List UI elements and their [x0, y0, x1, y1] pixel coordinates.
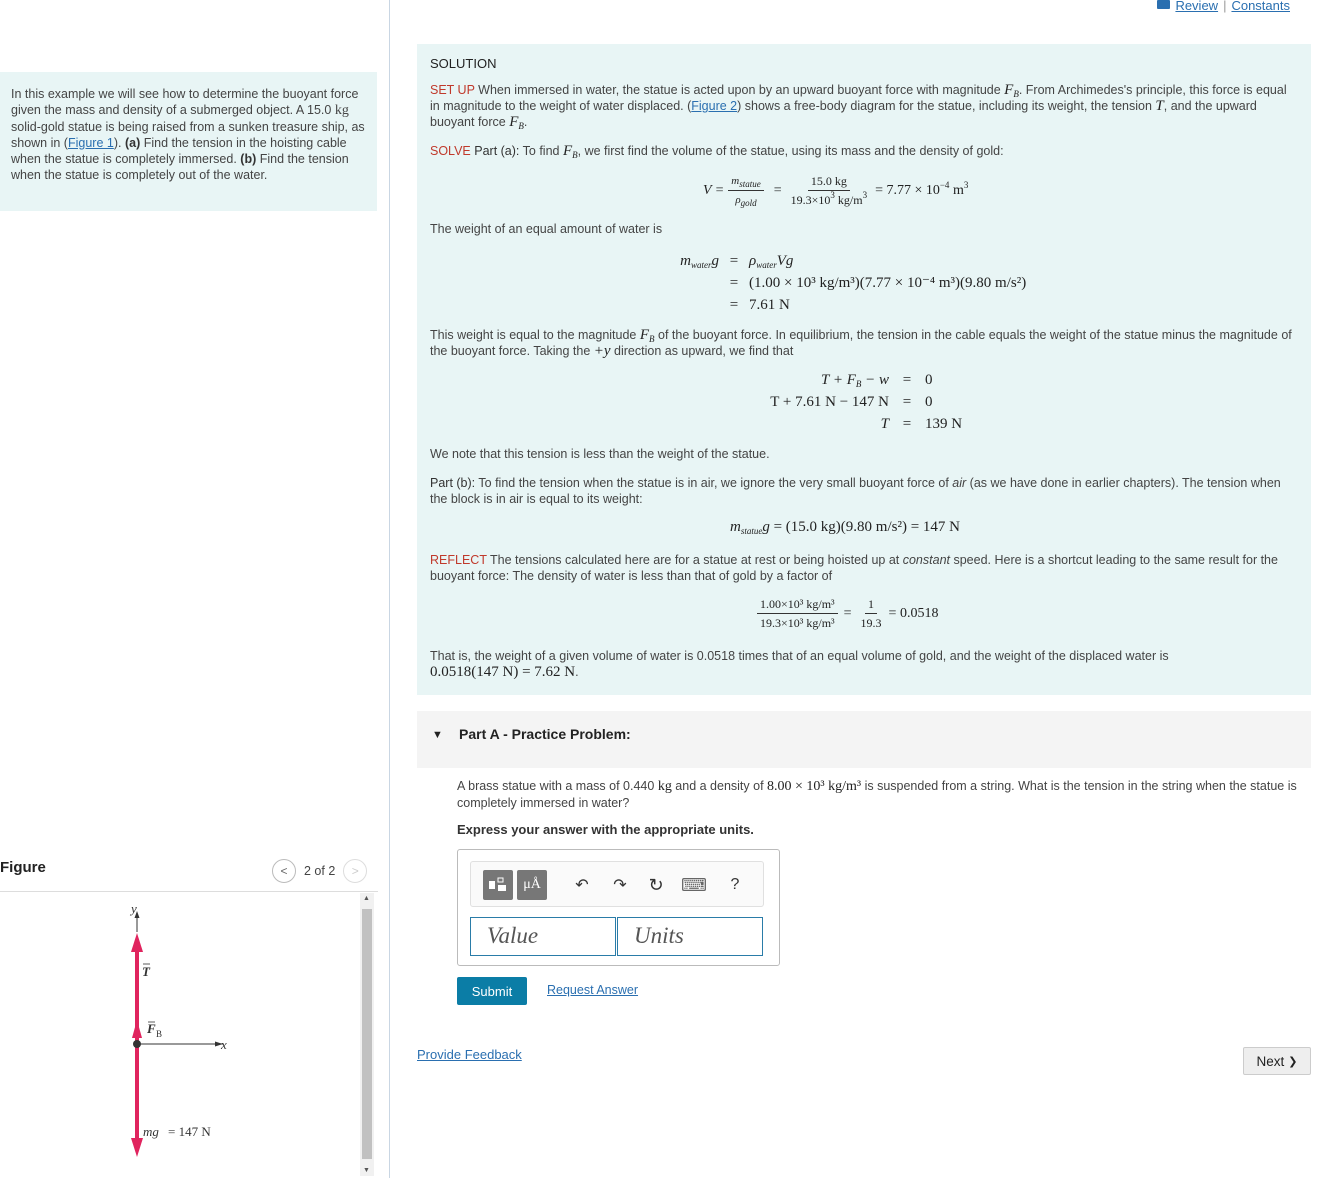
setup-paragraph	[430, 82, 1297, 130]
book-icon	[1157, 0, 1170, 9]
help-icon[interactable]: ?	[730, 876, 740, 893]
solution-heading: SOLUTION	[430, 56, 497, 71]
submit-button[interactable]: Submit	[457, 977, 527, 1005]
provide-feedback-link[interactable]: Provide Feedback	[417, 1047, 522, 1062]
eq-sup: 3	[862, 190, 868, 200]
part-b-text: (as we have done in earlier chapters). The tension when the block is in air is equal to its weight:	[430, 476, 1281, 506]
part-b-air: air	[952, 476, 967, 490]
answer-instructions: Express your answer with the appropriate units.	[457, 822, 754, 837]
review-link[interactable]: Review	[1175, 0, 1219, 13]
eq-rhs: 0	[925, 372, 933, 388]
eq-rhs-text: = 7.77 × 10	[875, 182, 940, 198]
eq-equals: =	[729, 275, 739, 291]
setup-text: , and the upward buoyant force	[430, 99, 1257, 129]
eq-equals: =	[729, 253, 739, 269]
eq-equals: =	[902, 394, 912, 410]
answer-toolbar	[470, 861, 764, 907]
eq-lhs: $T + F_B - w$	[821, 372, 889, 389]
part-b-label: Part (b):	[430, 476, 476, 490]
eq-equals: =	[902, 372, 912, 388]
fb-symbol: $F_B$	[639, 327, 655, 344]
eq-equals: =	[902, 416, 912, 432]
eq-rhs: (1.00 × 10³ kg/m³)(7.77 × 10⁻⁴ m³)(9.80 m/s²)	[749, 275, 1027, 291]
reflect-label: REFLECT	[430, 553, 487, 567]
eq-fraction	[788, 173, 870, 208]
solve-label: SOLVE	[430, 144, 471, 158]
eq-sup: 3	[963, 179, 969, 190]
equilibrium-text: of the buoyant force. In equilibrium, the tension in the cable equals the weight of the statue minus the magnitude of the buoyant force. Taking the	[430, 328, 1292, 358]
figure-scrollbar[interactable]	[360, 893, 374, 1176]
scroll-up-icon[interactable]: ▲	[363, 895, 370, 902]
buoyant-force-subscript: B	[156, 1029, 163, 1039]
weight-arrowhead	[131, 1138, 143, 1157]
solve-part-a-label: Part (a):	[470, 144, 520, 158]
part-b-text: To find the tension when the statue is in air, we ignore the very small buoyant force of	[475, 476, 953, 490]
eq-num: m	[731, 175, 740, 187]
eq-rhs: 7.61 N	[749, 297, 790, 313]
figure-navigation	[272, 859, 367, 883]
buoyant-force-label: F	[147, 1021, 156, 1036]
panel-divider	[389, 0, 390, 1178]
eq-fraction	[858, 596, 885, 631]
reflect-constant: constant	[902, 553, 950, 567]
keyboard-icon[interactable]: ⌨	[681, 874, 707, 895]
eq-equals: =	[773, 182, 782, 198]
reflect-text: speed. Here is a shortcut leading to the same result for the buoyant force: The density of water is less than that of gold by a factor of	[430, 553, 1278, 583]
setup-text: .	[523, 115, 528, 129]
eq-rhs: = 0.0518	[888, 605, 939, 621]
setup-text: . From Archimedes's principle, this force is equal in magnitude to the weight of water displaced. (	[430, 83, 1287, 113]
value-input[interactable]: Value	[470, 917, 616, 956]
reflect-text: The tensions calculated here are for a statue at rest or being hoisted up at	[486, 553, 903, 567]
eq-lhs: m	[730, 519, 741, 535]
units-input[interactable]: Units	[617, 917, 763, 956]
figure-title: Figure	[0, 859, 46, 876]
part-a-question	[457, 778, 1307, 812]
eq-sub: statue	[740, 526, 763, 536]
solve-paragraph	[430, 143, 1297, 159]
redo-icon[interactable]: ↷	[613, 877, 627, 894]
figure-1-link[interactable]: Figure 1	[67, 136, 114, 150]
eq-lhs: $m_{water}g$	[680, 253, 719, 270]
tension-equation	[747, 369, 962, 435]
x-axis-label: x	[221, 1037, 227, 1052]
weight-sentence: The weight of an equal amount of water is	[430, 222, 663, 236]
link-separator: |	[1223, 0, 1227, 13]
eq-rhs-text: m	[949, 182, 964, 198]
ratio-equation	[757, 596, 938, 631]
template-icon-glyph	[488, 877, 508, 893]
eq-sup: −4	[939, 179, 950, 190]
constants-link[interactable]: Constants	[1231, 0, 1290, 13]
equilibrium-text: direction as upward, we find that	[610, 344, 794, 358]
buoyant-force-arrowhead	[132, 1020, 142, 1038]
collapse-toggle-icon[interactable]: ▼	[432, 729, 443, 741]
setup-label: SET UP	[430, 83, 475, 97]
eq-lhs: g	[762, 519, 770, 535]
eq-fraction	[757, 596, 838, 631]
eq-rhs	[875, 179, 969, 199]
reset-icon[interactable]: ↻	[648, 874, 664, 895]
problem-text: Find the tension when the statue is completely out of the water.	[11, 152, 349, 182]
next-button[interactable]	[1243, 1047, 1311, 1075]
question-text: A brass statue with a mass of 0.440	[457, 779, 658, 793]
next-label: Next	[1256, 1053, 1285, 1069]
eq-den: kg/m	[834, 193, 863, 207]
equilibrium-text: This weight is equal to the magnitude	[430, 328, 640, 342]
figure-2-link[interactable]: Figure 2	[691, 99, 738, 113]
eq-rhs: 0	[925, 394, 933, 410]
tension-arrowhead	[131, 933, 143, 952]
solve-text: To find	[519, 144, 563, 158]
figure-counter: 2 of 2	[304, 864, 336, 878]
eq-lhs: T + 7.61 N − 147 N	[770, 394, 889, 410]
eq-equals: =	[729, 297, 739, 313]
plus-y-symbol: +y	[593, 343, 611, 359]
statue-weight-equation	[730, 519, 960, 535]
equilibrium-paragraph	[430, 327, 1300, 359]
question-text: and a density of	[671, 779, 768, 793]
eq-den: ρ	[735, 194, 741, 206]
top-links	[1157, 0, 1290, 13]
final-text: .	[575, 665, 579, 679]
eq-fraction	[728, 173, 763, 208]
eq-sup: 3	[830, 190, 835, 200]
part-a-title: Part A - Practice Problem:	[459, 726, 631, 742]
part-b-label: (b)	[240, 152, 257, 166]
final-result: 0.0518(147 N) = 7.62 N	[430, 664, 576, 680]
part-a-header[interactable]	[417, 711, 1311, 768]
scroll-down-icon[interactable]: ▼	[363, 1167, 370, 1174]
question-text: is suspended from a string. What is the tension in the string when the statue is completely immersed in water?	[457, 779, 1297, 810]
eq-den: 19.3×10	[790, 193, 831, 207]
statue-point	[133, 1040, 141, 1048]
tension-label: T	[142, 964, 150, 979]
weight-label: mg	[143, 1124, 159, 1139]
final-text: That is, the weight of a given volume of water is 0.0518 times that of an equal volume of gold, and the weight of the displaced water is	[430, 649, 1169, 663]
eq-sub: statue	[739, 179, 761, 189]
eq-den: 19.3×10³ kg/m³	[760, 616, 835, 630]
eq-lhs: V =	[703, 182, 725, 198]
scrollbar-thumb[interactable]	[362, 909, 372, 1159]
problem-text: Find the tension in the hoisting cable when the statue is completely immersed.	[11, 136, 347, 166]
prev-figure-button[interactable]: <	[272, 859, 296, 883]
eq-rhs: $\rho_{water}Vg$	[749, 253, 794, 270]
fb-symbol: $F_B$	[562, 143, 578, 160]
setup-text: ) shows a free-body diagram for the statue, including its weight, the tension	[737, 99, 1156, 113]
fb-symbol: $F_B$	[1004, 82, 1019, 99]
fb-symbol: $F_B$	[509, 114, 524, 131]
question-density: 8.00 × 10³ kg/m³	[767, 779, 862, 794]
setup-text: When immersed in water, the statue is acted upon by an upward buoyant force with magnitude	[474, 83, 1005, 97]
template-icon[interactable]	[483, 870, 513, 900]
part-a-label: (a)	[124, 136, 141, 150]
chevron-right-icon: ❯	[1288, 1055, 1298, 1068]
weight-value: = 147 N	[168, 1124, 211, 1139]
undo-icon[interactable]: ↶	[575, 877, 589, 894]
answer-box	[457, 849, 780, 966]
note-sentence: We note that this tension is less than the weight of the statue.	[430, 447, 770, 461]
problem-statement	[0, 72, 377, 211]
final-paragraph	[430, 648, 1305, 680]
request-answer-link[interactable]: Request Answer	[547, 983, 639, 997]
eq-num: 15.0 kg	[808, 173, 850, 191]
water-weight-equation	[657, 250, 1026, 316]
problem-text: solid-gold statue is being raised from a sunken treasure ship, as shown in (	[11, 120, 365, 150]
reflect-paragraph	[430, 552, 1305, 584]
part-b-paragraph	[430, 475, 1300, 507]
question-unit: kg	[657, 779, 672, 794]
eq-equals: =	[843, 605, 852, 621]
eq-den: 19.3	[860, 616, 882, 630]
problem-text: In this example we will see how to determine the buoyant force given the mass and density of a submerged object. A 15.0	[11, 87, 359, 117]
eq-sub: gold	[740, 198, 757, 208]
eq-rhs: 139 N	[925, 416, 963, 432]
y-axis-label: y	[131, 901, 137, 916]
eq-num: 1	[865, 596, 877, 614]
units-picker-button[interactable]: μÅ	[517, 870, 547, 900]
solution-panel	[417, 44, 1311, 695]
eq-lhs: T	[880, 416, 889, 432]
volume-equation	[703, 173, 968, 208]
next-figure-button[interactable]: >	[343, 859, 367, 883]
eq-num: 1.00×10³ kg/m³	[757, 596, 838, 614]
free-body-diagram	[0, 892, 358, 1178]
unit-kg: kg	[334, 103, 349, 118]
problem-text: ).	[113, 136, 125, 150]
eq-rhs: = (15.0 kg)(9.80 m/s²) = 147 N	[769, 519, 960, 535]
solve-text: , we first find the volume of the statue, using its mass and the density of gold:	[577, 144, 1004, 158]
t-symbol: T	[1155, 98, 1164, 114]
